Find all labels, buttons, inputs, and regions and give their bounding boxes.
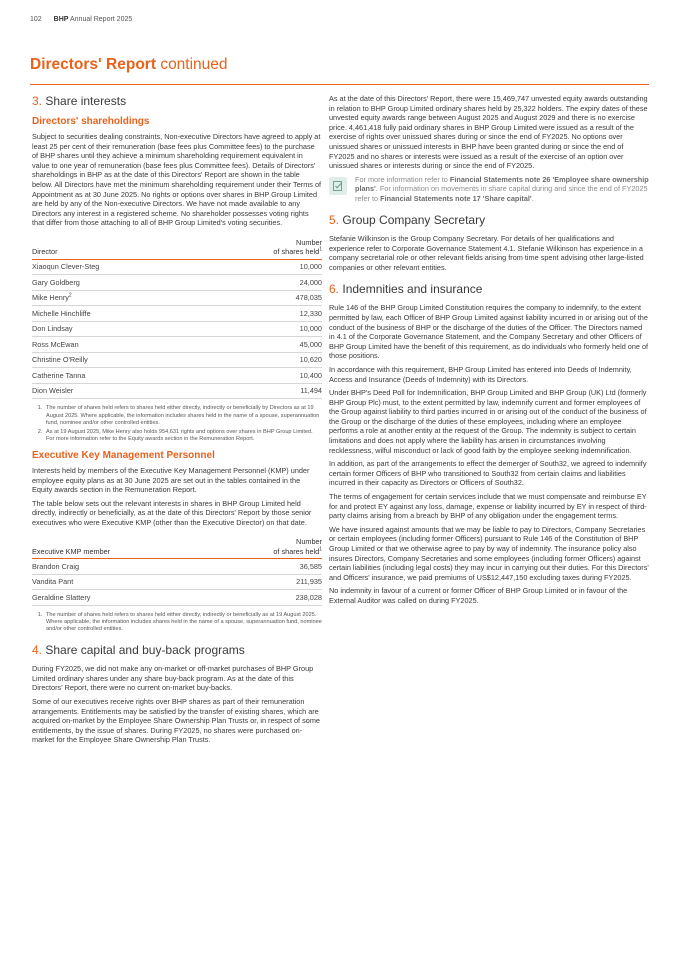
table-header-director: Director <box>32 238 200 260</box>
left-column <box>32 94 322 749</box>
table-row <box>32 275 322 291</box>
shares-held: 12,330 <box>200 306 322 322</box>
indemnities-heading <box>329 282 649 297</box>
director-name: Dion Weisler <box>32 383 200 399</box>
section-title-main: Directors' Report <box>30 56 156 73</box>
info-callout <box>329 175 649 203</box>
director-name: Michelle Hinchliffe <box>32 306 200 322</box>
footnote-marker: 2 <box>68 293 72 300</box>
info-callout-text: For more information refer to Financial Statements note 26 'Employee share ownership plans'. For information on movements in share capital during and since the end of FY2025 refer to Financial Statements note 17 'Share capital'. <box>355 174 649 203</box>
share-capital-paragraph-3: As at the date of this Directors' Report, there were 15,469,747 unvested equity awards outstanding in relation to BHP Group Limited ordinary shares held by 25,322 holders. The expiry dates of these unvested equity awards range between August 2025 and August 2029 and there is no exercise price. 4,461,418 fully paid ordinary shares in BHP Group Limited were issued as a result of the exercise of rights over unissued shares during or since the end of FY2025. No options over unissued shares or unissued interests in BHP have been granted during or since the end of FY2025 and no shares or interests were issued as a result of the exercise of an option over unissued shares or interests during or since the end of FY2025. <box>329 94 648 171</box>
page-header <box>30 16 132 23</box>
shares-held: 238,028 <box>211 590 322 606</box>
table-header-shares-line2: of shares held <box>273 546 320 556</box>
table-row <box>32 306 322 322</box>
shares-held: 10,000 <box>200 321 322 337</box>
shares-held: 45,000 <box>200 337 322 353</box>
footnote-2: 2. As at 19 August 2025, Mike Henry also holds 954,631 rights and options over shares in BHP Group Limited. For more information refer to the Equity awards section in the Remuneration Report. <box>44 429 322 443</box>
company-secretary-paragraph: Stefanie Wilkinson is the Group Company Secretary. For details of her qualifications and experience refer to Corporate Governance Statement 4.1. Stefanie Wilkinson has experience in a company secretarial role or other relevant fields arising from time spent advising other large-listed companies or other relevant entities. <box>329 233 644 272</box>
director-name: Xiaoqun Clever-Steg <box>32 259 200 275</box>
director-name: Don Lindsay <box>32 321 200 337</box>
directors-shareholdings-paragraph: Subject to securities dealing constraints, Non-executive Directors have agreed to apply at least 25 per cent of their remuneration (base fees plus Committee fees) to the purchase of BHP shares until they achieve a minimum shareholding requirement equivalent in value to one year of remuneration (base fees plus Committee fees). Details of Directors' shareholdings in BHP as at the date of this Directors' Report are shown in the table below. All Directors have met the minimum shareholding requirement under their Terms of Appointment as at 30 June 2025. No rights or options over shares in BHP Group Limited are held by any of the Non-executive Directors. We have not made available to any Directors any interest in a registered scheme. No shareholder possesses voting rights that differ from those attaching to all of BHP Group Limited's voting securities. <box>32 132 322 228</box>
kmp-name: Brandon Craig <box>32 559 211 575</box>
executive-kmp-paragraph-2: The table below sets out the relevant interests in shares in BHP Group Limited held directly, indirectly or beneficially, as at the date of this Directors' Report by those senior executives who were Executive KMP (other than the Executive Director) on that date. <box>32 498 312 527</box>
table-row <box>32 259 322 275</box>
heading-number: 6. <box>329 282 340 297</box>
shares-held: 478,035 <box>200 290 322 306</box>
share-capital-paragraph-2: Some of our executives receive rights over BHP shares as part of their remuneration arrangements. Entitlements may be satisfied by the transfer of existing shares, which are acquired on-market by the Employee Share Ownership Plan Trusts or, in respect of some entitlements, by the issue of shares. During FY2025, no shares were purchased on-market for the Employee Share Ownership Plan Trusts. <box>32 697 320 745</box>
indemnities-paragraph: No indemnity in favour of a current or former Officer of BHP Group Limited or in favour of the External Auditor was called on during FY2025. <box>329 586 628 605</box>
shares-held: 10,620 <box>200 352 322 368</box>
section-title-continued: continued <box>160 56 228 73</box>
company-secretary-heading <box>329 213 649 228</box>
right-column <box>329 94 649 610</box>
footnote-marker: 1 <box>319 546 322 553</box>
director-name: Christine O'Reilly <box>32 352 200 368</box>
brand-name: BHP <box>53 16 69 23</box>
table-header-shares <box>211 537 322 559</box>
executive-kmp-heading: Executive Key Management Personnel <box>32 449 215 461</box>
info-link-note-26[interactable]: Financial Statements note 26 'Employee share ownership plans' <box>355 174 649 194</box>
indemnities-paragraph: In accordance with this requirement, BHP Group Limited has entered into Deeds of Indemnity, Access and Insurance (Deeds of Indemnity) with its Directors. <box>329 364 632 384</box>
heading-text: Share interests <box>45 94 127 108</box>
kmp-name: Vandita Pant <box>32 574 211 590</box>
shares-held: 11,494 <box>200 383 322 399</box>
executive-kmp-table <box>32 537 322 606</box>
section-title <box>30 56 228 74</box>
share-capital-heading <box>32 643 322 658</box>
table-row <box>32 368 322 384</box>
table-header-shares-line2: of shares held <box>273 247 320 257</box>
page-number: 102 <box>30 16 42 23</box>
director-name: Mike Henry$^2$ <box>32 290 200 306</box>
indemnities-paragraph: We have insured against amounts that we may be liable to pay to Directors, Company Secretaries or certain employees (including former Officers) pursuant to Rule 146 of the Constitution of BHP Group Limited or that we otherwise agree to pay by way of indemnity. The insurance policy also insures Directors, Company Secretaries and some employees (including former Officers) against certain liabilities (including legal costs) they may incur in carrying out their duties. For this Directors' and Officers' insurance, we paid premiums of US$12,447,150 excluding taxes during FY2025. <box>329 524 649 582</box>
document-check-icon <box>329 177 347 195</box>
share-capital-paragraph-1: During FY2025, we did not make any on-market or off-market purchases of BHP Group Limited ordinary shares under any share buy-back program. As at the date of this Directors' Report, there were no current on-market buy-backs. <box>32 664 314 693</box>
heading-text: Share capital and buy-back programs <box>45 643 245 658</box>
table-row <box>32 290 322 306</box>
share-interests-heading <box>32 94 322 109</box>
footnote-1: 1. The number of shares held refers to shares held either directly, indirectly or beneficially by Directors as at 19 August 2025. Where applicable, the information includes shares held in the name of a spouse, superannuation fund, nominee and/or other controlled entities. <box>44 405 322 426</box>
footnote-1: 1. The number of shares held refers to shares held either directly, indirectly or beneficially as at 19 August 2025. Where applicable, the information includes shares held in the name of a spouse, superannuation fund, nominee and/or other controlled entities. <box>44 612 322 633</box>
director-name: Ross McEwan <box>32 337 200 353</box>
table-header-shares <box>200 238 322 260</box>
table-header-shares-line1: Number <box>296 237 322 247</box>
table-row <box>32 352 322 368</box>
directors-shareholdings-table <box>32 238 322 400</box>
shares-held: 10,400 <box>200 368 322 384</box>
kmp-table-footnotes <box>32 612 322 633</box>
director-name: Gary Goldberg <box>32 275 200 291</box>
info-link-note-17[interactable]: Financial Statements note 17 'Share capital' <box>380 193 532 203</box>
directors-shareholdings-heading: Directors' shareholdings <box>32 116 150 127</box>
heading-number: 5. <box>329 212 340 227</box>
indemnities-paragraph: The terms of engagement for certain services include that we must compensate and reimburse EY for and protect EY against any loss, damage, expense or liability incurred by EY in respect of third-party claims arising from a breach by BHP of any obligation under the engagement terms. <box>329 492 647 521</box>
table-footnotes <box>32 405 322 442</box>
heading-number: 3. <box>32 94 43 108</box>
heading-text: Group Company Secretary <box>342 212 486 227</box>
report-title: Annual Report 2025 <box>69 16 133 23</box>
indemnities-paragraph: Under BHP's Deed Poll for Indemnification, BHP Group Limited and BHP Group (UK) Ltd (formerly BHP Group Plc) must, to the extent permitted by law, indemnify current and former employees of the Group against liability to third parties incurred in or arising out of the conduct of the business of the Group or the discharge of the duties of these employees, including where an employee performs a role at another entity at the request of the Group. The indemnity is subject to certain limitations and does not apply where the liability has arisen in circumstances involving recklessness, wilful misconduct or lack of good faith by the employee seeking indemnification. <box>329 388 647 455</box>
table-row <box>32 590 322 606</box>
table-row <box>32 321 322 337</box>
shares-held: 211,935 <box>211 574 322 590</box>
section-divider <box>30 84 649 85</box>
footnote-marker: 1 <box>319 247 322 254</box>
indemnities-paragraph: Rule 146 of the BHP Group Limited Constitution requires the company to indemnify, to the extent permitted by law, each Officer of BHP Group Limited against liability incurred in or arising out of the conduct of the business of BHP or the discharge of the duties of the Officer. The Directors named in 4.1 of the Corporate Governance Statement, and the Company Secretary and other Officers of BHP Group Limited have the benefit of this requirement, as do individuals who formerly held one of those positions. <box>329 303 649 361</box>
shares-held: 36,585 <box>211 559 322 575</box>
table-row <box>32 383 322 399</box>
heading-text: Indemnities and insurance <box>342 282 483 297</box>
executive-kmp-paragraph-1: Interests held by members of the Executive Key Management Personnel (KMP) under employee equity plans as at 30 June 2025 are set out in the tables contained in the Equity awards section in the Remuneration Report. <box>32 465 310 495</box>
indemnities-paragraph: In addition, as part of the arrangements to effect the demerger of South32, we agreed to indemnify certain former Officers of BHP who transitioned to South32 from certain claims and liabilities incurred in their capacity as Directors or Officers of South32. <box>329 459 647 488</box>
kmp-name: Geraldine Slattery <box>32 590 211 606</box>
shares-held: 10,000 <box>200 259 322 275</box>
table-row <box>32 574 322 590</box>
table-header-kmp: Executive KMP member <box>32 537 211 559</box>
director-name: Catherine Tanna <box>32 368 200 384</box>
table-row <box>32 559 322 575</box>
shares-held: 24,000 <box>200 275 322 291</box>
heading-number: 4. <box>32 643 43 658</box>
table-header-shares-line1: Number <box>296 537 322 547</box>
table-row <box>32 337 322 353</box>
